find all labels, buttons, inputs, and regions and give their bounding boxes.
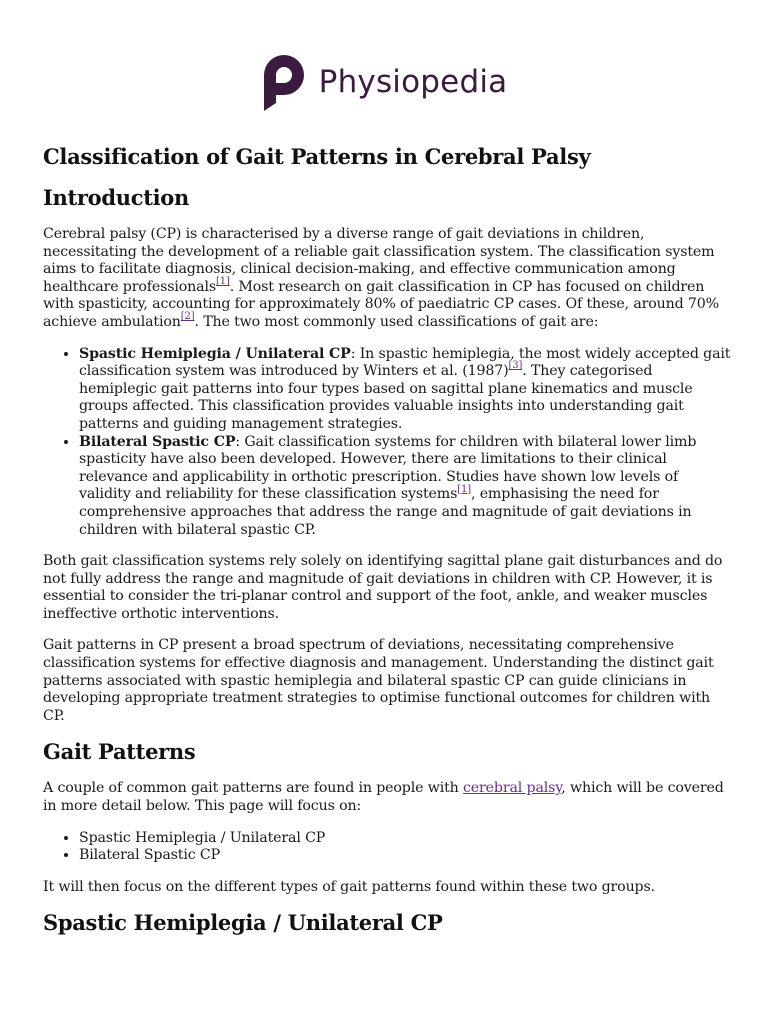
classification-list [43,346,733,540]
list-item-text: : Gait classification systems for children with bilateral lower limb spasticity have also been developed. However, there are limitations to their clinical relevance and applicability in orthotic prescription. Studies have shown low levels of validity and reliability for these classification systems [79,433,697,503]
reference-link-1[interactable]: [1] [215,276,230,288]
list-item [79,434,733,540]
gait-paragraph-1 [43,780,733,815]
list-item-text: : In spastic hemiplegia, the most widely accepted gait classification system was introduced by Winters et al. (1987) [79,345,731,380]
list-item: • Spastic Hemiplegia / Unilateral CP [79,830,733,848]
list-item-term: Spastic Hemiplegia / Unilateral CP [79,345,351,362]
list-item: • Bilateral Spastic CP [79,847,733,865]
intro-text: . Most research on gait classification in CP has focused on children with spasticity, accounting for approximately 80% of paediatric CP cases. Of these, around 70% achieve ambulation [43,278,720,330]
cerebral-palsy-link[interactable]: cerebral palsy [463,780,562,797]
focus-list [43,830,733,865]
gait-text: A couple of common gait patterns are found in people with [43,780,463,797]
list-item-text: , emphasising the need for comprehensive approaches that address the range and magnitude of gait deviations in children with bilateral spastic CP. [79,486,692,538]
article-content [43,138,733,951]
section-heading-introduction: Introduction [43,185,189,210]
intro-paragraph-3: Gait patterns in CP present a broad spectrum of deviations, necessitating comprehensive classification systems for effective diagnosis and management. Understanding the distinct gait patterns associated with spastic hemiplegia and bilateral spastic CP can guide clinicians in developing appropriate treatment strategies to optimise functional outcomes for children with CP. [43,637,714,724]
physiopedia-logo-icon [261,53,307,111]
section-heading-gait-patterns: Gait Patterns [43,739,196,765]
list-item [79,346,733,434]
intro-text: Cerebral palsy (CP) is characterised by a diverse range of gait deviations in children, necessitating the development of a reliable gait classification system. The classification system aims to facilitate diagnosis, clinical decision-making, and effective communication among healthcare professionals [43,226,715,295]
reference-link-1b[interactable]: [1] [457,483,471,495]
logo-wordmark: Physiopedia [318,64,508,100]
section-heading-spastic-hemiplegia: Spastic Hemiplegia / Unilateral CP [43,910,443,936]
reference-link-3[interactable]: [3] [508,360,523,372]
site-logo[interactable] [0,52,768,112]
page-title: Classification of Gait Patterns in Cerebral Palsy [43,144,591,169]
gait-text: , which will be covered in more detail below. This page will focus on: [43,780,724,815]
intro-text: . The two most commonly used classifications of gait are: [194,313,599,330]
list-item-term: Bilateral Spastic CP [79,433,236,450]
intro-paragraph-1 [43,226,733,332]
list-item-text: . They categorised hemiplegic gait patterns into four types based on sagittal plane kinematics and muscle groups affected. This classification provides valuable insights into understanding gait patterns and guiding management strategies. [79,363,693,432]
gait-paragraph-2: It will then focus on the different types of gait patterns found within these two groups. [43,878,655,895]
reference-link-2[interactable]: [2] [180,311,195,323]
intro-paragraph-2: Both gait classification systems rely solely on identifying sagittal plane gait disturbances and do not fully address the range and magnitude of gait deviations in children with CP. However, it is essential to consider the tri-planar control and support of the foot, ankle, and weaker muscles ineffective orthotic interventions. [43,553,723,622]
